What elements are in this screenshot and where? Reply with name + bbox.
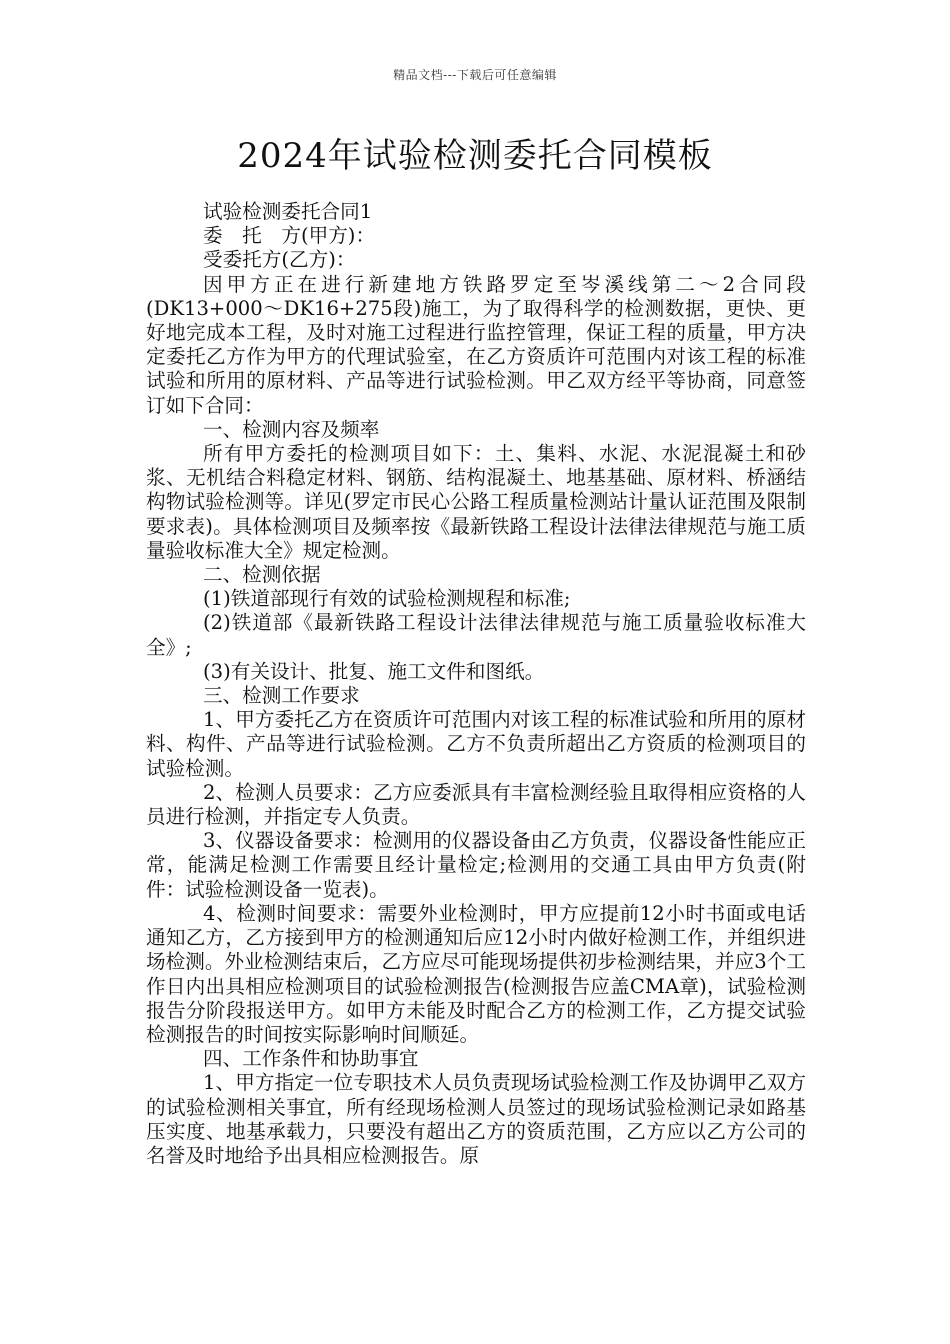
paragraph: (1)铁道部现行有效的试验检测规程和标准; xyxy=(203,587,571,611)
paragraph: (2)铁道部《最新铁路工程设计法律法律规范与施工质量验收标准大全》; xyxy=(146,611,806,659)
document-title: 2024年试验检测委托合同模板 xyxy=(237,136,713,176)
header-note: 精品文档---下载后可任意编辑 xyxy=(393,68,557,82)
paragraph: 试验检测委托合同1 xyxy=(203,200,373,223)
paragraph: (3)有关设计、批复、施工文件和图纸。 xyxy=(203,659,545,683)
paragraph: 4、检测时间要求：需要外业检测时，甲方应提前12小时书面或电话通知乙方，乙方接到甲方的检测通知后应12小时内做好检测工作，并组织进场检测。外业检测结束后，乙方应尽可能现场提供初步检测结果，并应3个工作日内出具相应检测项目的试验检测报告(检测报告应盖CMA章)，试验检测报告分阶段报送甲方。如甲方未能及时配合乙方的检测工作，乙方提交试验检测报告的时间按实际影响时间顺延。 xyxy=(146,901,806,1046)
paragraph: 二、检测依据 xyxy=(203,563,321,587)
paragraph: 3、仪器设备要求：检测用的仪器设备由乙方负责，仪器设备性能应正常，能满足检测工作需要且经计量检定;检测用的交通工具由甲方负责(附件：试验检测设备一览表)。 xyxy=(146,829,806,901)
paragraph: 一、检测内容及频率 xyxy=(203,417,380,441)
paragraph: 2、检测人员要求：乙方应委派具有丰富检测经验且取得相应资格的人员进行检测，并指定专人负责。 xyxy=(146,780,806,829)
paragraph: 三、检测工作要求 xyxy=(203,684,360,708)
paragraph: 四、工作条件和协助事宜 xyxy=(203,1047,419,1071)
paragraph: 1、甲方委托乙方在资质许可范围内对该工程的标准试验和所用的原材料、构件、产品等进行试验检测。乙方不负责所超出乙方资质的检测项目的试验检测。 xyxy=(146,708,806,780)
paragraph: 1、甲方指定一位专职技术人员负责现场试验检测工作及协调甲乙双方的试验检测相关事宜，所有经现场检测人员签过的现场试验检测记录如路基压实度、地基承载力，只要没有超出乙方的资质范围，乙方应以乙方公司的名誉及时地给予出具相应检测报告。原 xyxy=(146,1071,806,1167)
paragraph: 所有甲方委托的检测项目如下：土、集料、水泥、水泥混凝土和砂浆、无机结合料稳定材料、钢筋、结构混凝土、地基基础、原材料、桥涵结构物试验检测等。详见(罗定市民心公路工程质量检测站计量认证范围及限制要求表)。具体检测项目及频率按《最新铁路工程设计法律法律规范与施工质量验收标准大全》规定检测。 xyxy=(146,442,806,562)
paragraph: 委 托 方(甲方)： xyxy=(203,224,376,248)
paragraph: 因甲方正在进行新建地方铁路罗定至岑溪线第二～2合同段(DK13+000～DK16+275段)施工，为了取得科学的检测数据，更快、更好地完成本工程，及时对施工过程进行监控管理，保证工程的质量，甲方决定委托乙方作为甲方的代理试验室，在乙方资质许可范围内对该工程的标准试验和所用的原材料、产品等进行试验检测。甲乙双方经平等协商，同意签订如下合同： xyxy=(146,272,806,417)
paragraph: 受委托方(乙方)： xyxy=(203,248,356,272)
document-body xyxy=(146,200,806,1168)
